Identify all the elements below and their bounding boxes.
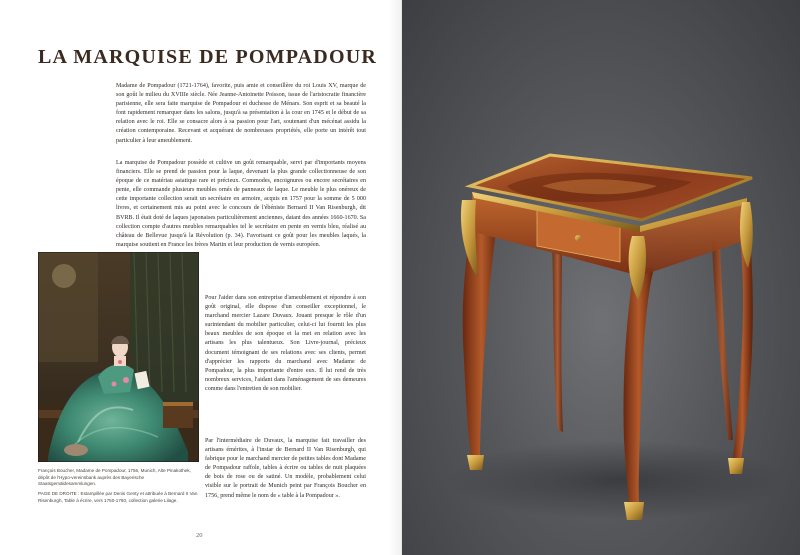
caption: [38, 468, 199, 508]
caption-painting: François Boucher, Madame de Pompadour, 1756, Munich, Alte Pinakothek, dépôt de l'Hypo-vereinsbank auprès des Bayerische Staatsgemäldesammlungen.: [38, 468, 191, 487]
paragraph-1: [116, 82, 366, 146]
page-title: LA MARQUISE DE POMPADOUR: [38, 46, 377, 68]
paragraph-2-text: La marquise de Pompadour possède et cultive un goût remarquable, servi par d'importants moyens financiers. Elle se prend de passion pour la laque, devenant la plus grande collectionneuse de son époque de ce matériau asiatique rare et précieux. Commodes, encoignures ou encore secrétaires en pente, elle commande plusieurs meubles ornés de panneaux de laque. Le meuble le plus onéreux de cette importante collection serait un secrétaire en armoire, acquis en 1757 pour la somme de 5 000 livres, et certainement mis au point avec le concours de l'ébéniste Bernard II Van Risenburgh, dit BVRB. Il était doté de laques japonaises particulièrement anciennes, datant des années 1660-1670. Sa collection compte d'autres meubles remarquables tel le secrétaire en pente en vernis bleu, réalisé au château de Bellevue jusqu'à la Révolution (p. 34). Favorisant ce goût pour les meubles laqués, la marquise soutient en France les frères Martin et leur production de vernis européen.: [116, 160, 366, 248]
paragraph-2-part-a: [116, 159, 366, 250]
paragraph-4-text: Par l'intermédiaire de Duvaux, la marquise fait travailler des artisans émérites, à l'instar de Bernard II Van Risenburgh, qui fabrique pour le marchand mercier de petites tables dont Madame de Pompadour raffole, tables à écrire ou tables de nuit plaquées de bois de rose ou de satiné. Un modèle, probablement celui visible sur le portrait de Munich peint par François Boucher en 1756, prend même le nom de « table à la Pompadour ».: [205, 438, 366, 499]
gutter-shadow: [388, 0, 402, 555]
page-number: 20: [196, 532, 203, 539]
caption-table: PAGE DE DROITE : Estampillée par Denis Genty et attribuée à Bernard II Van Risenburgh, Table à écrire, vers 1750-1760, collection galerie Lilage.: [38, 491, 198, 503]
paragraph-3: [205, 294, 366, 394]
right-page: [402, 0, 800, 555]
portrait-painting: [38, 252, 199, 462]
paragraph-4: [205, 437, 366, 501]
paragraph-1-text: Madame de Pompadour (1721-1764), favorite, puis amie et conseillère du roi Louis XV, marque de son goût le milieu du XVIIIe siècle. Née Jeanne-Antoinette Poisson, issue de l'aristocratie financière parisienne, elle sera faite marquise de Pompadour et duchesse de Ménars. Son esprit et sa beauté la font rapidement remarquer dans les salons, jusqu'à sa présentation à la cour en 1745 et le début de sa relation avec le roi. Elle se consacre alors à sa passion pour l'art, soutenant d'un mécénat assidu la création contemporaine. Recevant et acquérant de nombreuses propriétés, elle porte un intérêt tout particulier à leur ameublement.: [116, 83, 366, 144]
portrait-painting-image: [38, 252, 199, 462]
paragraph-3-text: Pour l'aider dans son entreprise d'ameublement et répondre à son goût original, elle dispose d'un conseiller exceptionnel, le marchand mercier Lazare Duvaux. Jouant presque le rôle d'un surintendant du mobilier particulier, celui-ci lui fournit les plus beaux meubles de son époque et la met en relation avec les artisans les plus talentueux. Son Livre-journal, précieux document témoignant de ses relations avec ses clients, permet d'apprécier les rapports du marchand avec Madame de Pompadour, la plus importante d'entre eux. Il lui rend de très nombreux services, l'aidant dans l'aménagement de ses demeures comme dans l'entretien de son mobilier.: [205, 295, 366, 392]
writing-table-photo: [402, 0, 800, 555]
